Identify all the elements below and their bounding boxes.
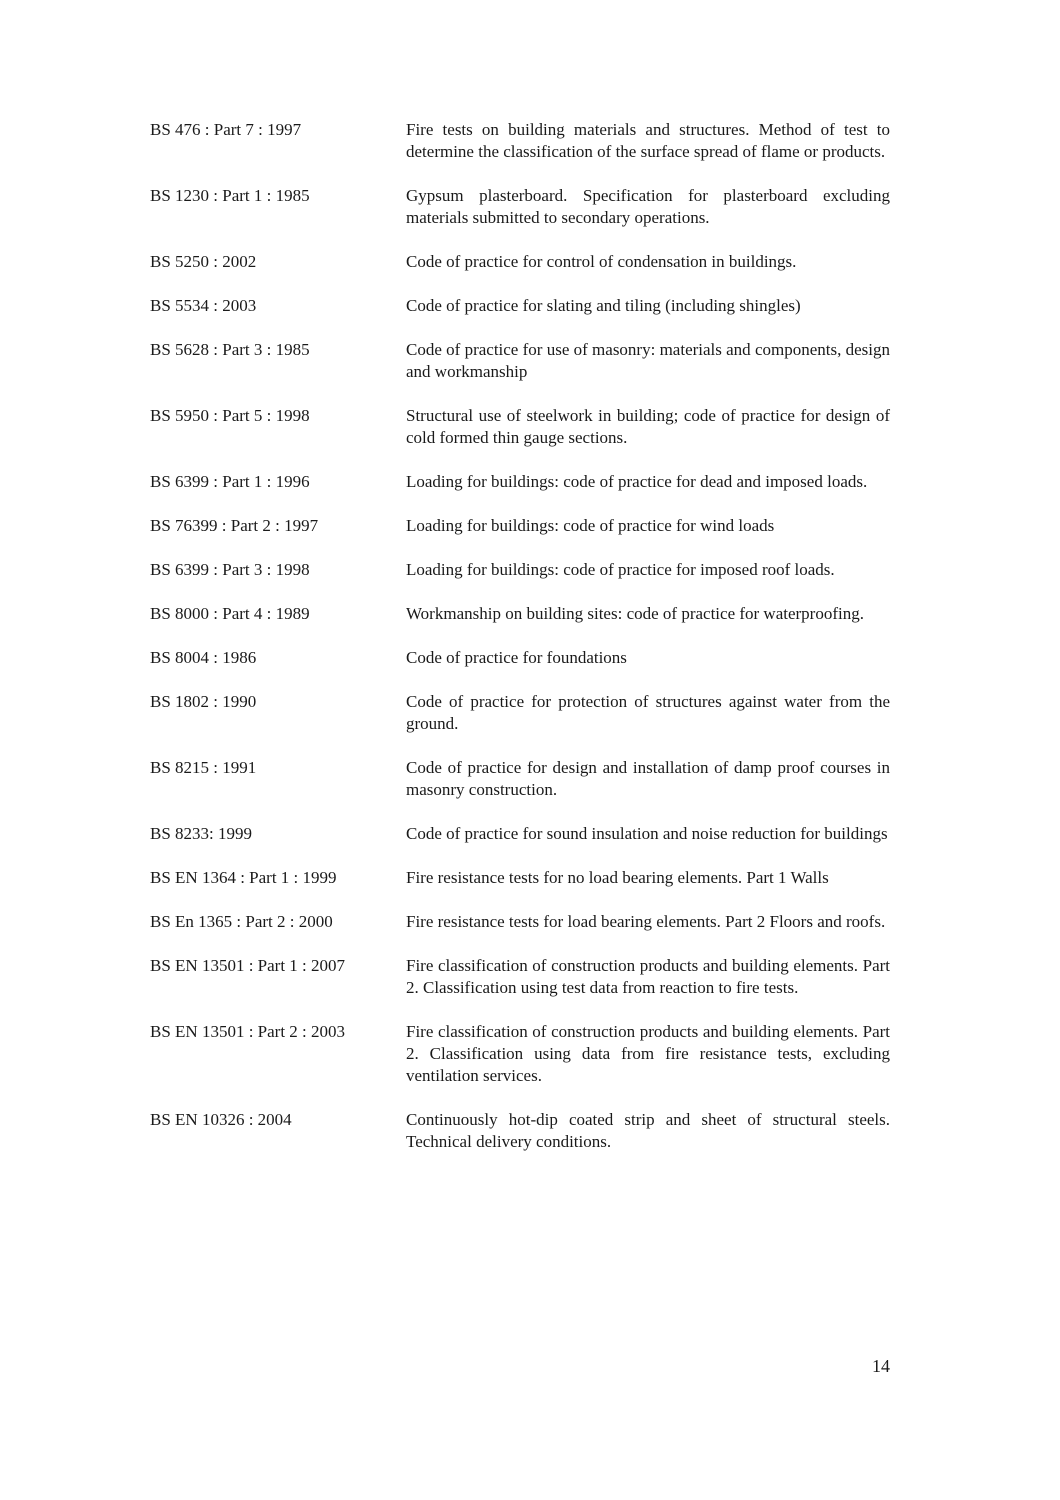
standard-description: Fire tests on building materials and structures. Method of test to determine the classification of the surface spread of flame or products. <box>406 120 890 161</box>
standard-row <box>150 823 890 845</box>
standard-row <box>150 867 890 889</box>
standard-row <box>150 1109 890 1153</box>
standard-row <box>150 911 890 933</box>
standard-row <box>150 757 890 801</box>
standard-row <box>150 471 890 493</box>
standard-row <box>150 603 890 625</box>
standard-row <box>150 339 890 383</box>
standard-description: Fire classification of construction products and building elements. Part 2. Classification using data from fire resistance tests, excluding ventilation services. <box>406 1022 890 1085</box>
standard-row <box>150 405 890 449</box>
standard-code: BS EN 1364 : Part 1 : 1999 <box>150 868 337 887</box>
standard-description: Code of practice for design and installation of damp proof courses in masonry construction. <box>406 758 890 799</box>
standard-description: Gypsum plasterboard. Specification for plasterboard excluding materials submitted to secondary operations. <box>406 186 890 227</box>
standard-row <box>150 295 890 317</box>
standard-row <box>150 1021 890 1087</box>
standard-row <box>150 955 890 999</box>
standard-code: BS 8000 : Part 4 : 1989 <box>150 604 310 623</box>
standard-code: BS 76399 : Part 2 : 1997 <box>150 516 319 535</box>
standard-description: Workmanship on building sites: code of practice for waterproofing. <box>406 604 864 623</box>
standard-row <box>150 185 890 229</box>
standard-row <box>150 647 890 669</box>
standard-description: Continuously hot-dip coated strip and sheet of structural steels. Technical delivery conditions. <box>406 1110 890 1151</box>
standard-description: Code of practice for control of condensation in buildings. <box>406 252 797 271</box>
page-number: 14 <box>872 1356 890 1376</box>
standard-code: BS 5534 : 2003 <box>150 296 257 315</box>
standard-row <box>150 119 890 163</box>
standard-code: BS 8233: 1999 <box>150 824 253 843</box>
standard-description: Loading for buildings: code of practice for wind loads <box>406 516 775 535</box>
standard-code: BS EN 13501 : Part 1 : 2007 <box>150 956 346 975</box>
standard-code: BS 8004 : 1986 <box>150 648 257 667</box>
standard-row <box>150 251 890 273</box>
standard-code: BS 1230 : Part 1 : 1985 <box>150 186 310 205</box>
standard-row <box>150 515 890 537</box>
standard-description: Code of practice for foundations <box>406 648 627 667</box>
standard-description: Code of practice for slating and tiling (including shingles) <box>406 296 801 315</box>
standard-description: Loading for buildings: code of practice for dead and imposed loads. <box>406 472 868 491</box>
standard-code: BS EN 13501 : Part 2 : 2003 <box>150 1022 346 1041</box>
standard-code: BS 5250 : 2002 <box>150 252 257 271</box>
standard-description: Code of practice for protection of structures against water from the ground. <box>406 692 890 733</box>
standard-description: Structural use of steelwork in building; code of practice for design of cold formed thin gauge sections. <box>406 406 890 447</box>
standard-code: BS 8215 : 1991 <box>150 758 257 777</box>
standards-list <box>150 119 890 1175</box>
standard-code: BS 476 : Part 7 : 1997 <box>150 120 302 139</box>
standard-description: Loading for buildings: code of practice for imposed roof loads. <box>406 560 835 579</box>
standard-code: BS En 1365 : Part 2 : 2000 <box>150 912 333 931</box>
standard-code: BS EN 10326 : 2004 <box>150 1110 292 1129</box>
standard-code: BS 5950 : Part 5 : 1998 <box>150 406 310 425</box>
standard-code: BS 6399 : Part 1 : 1996 <box>150 472 310 491</box>
standard-row <box>150 559 890 581</box>
standard-description: Code of practice for sound insulation and noise reduction for buildings <box>406 824 888 843</box>
standard-code: BS 6399 : Part 3 : 1998 <box>150 560 310 579</box>
standard-code: BS 5628 : Part 3 : 1985 <box>150 340 310 359</box>
standard-row <box>150 691 890 735</box>
standard-code: BS 1802 : 1990 <box>150 692 257 711</box>
standard-description: Code of practice for use of masonry: materials and components, design and workmanship <box>406 340 890 381</box>
standard-description: Fire classification of construction products and building elements. Part 2. Classification using test data from reaction to fire tests. <box>406 956 890 997</box>
standard-description: Fire resistance tests for load bearing elements. Part 2 Floors and roofs. <box>406 912 886 931</box>
standard-description: Fire resistance tests for no load bearing elements. Part 1 Walls <box>406 868 829 887</box>
